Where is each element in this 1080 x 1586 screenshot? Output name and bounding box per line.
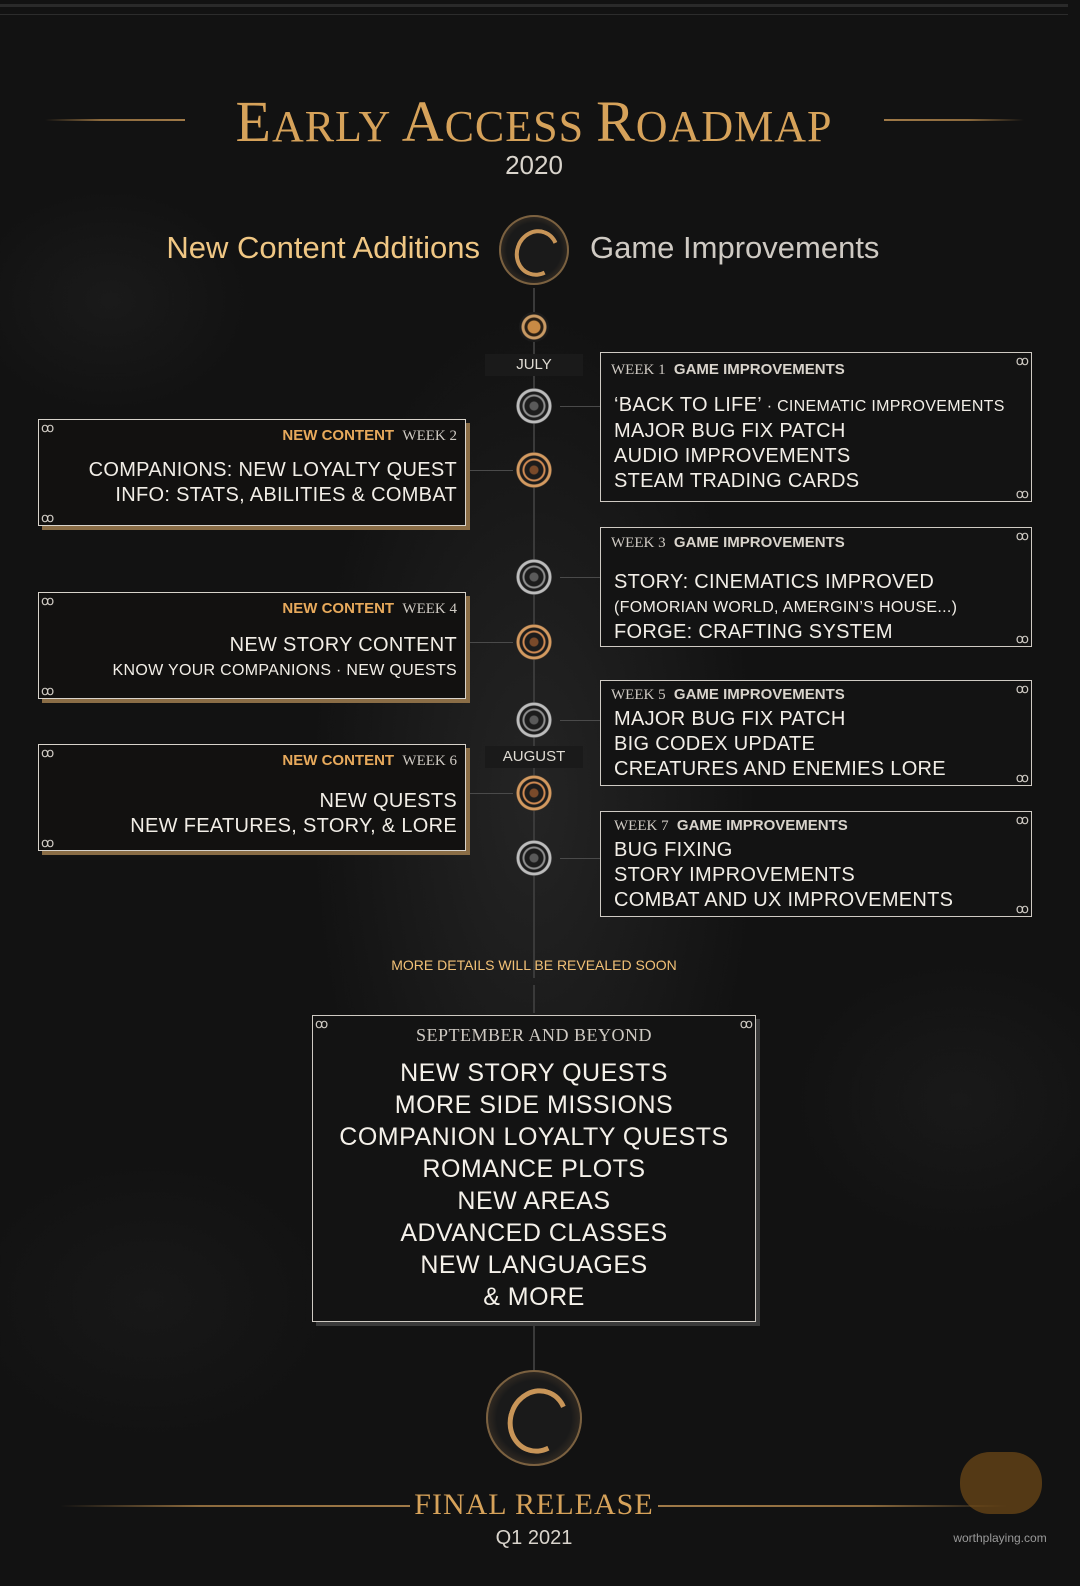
card-line: AUDIO IMPROVEMENTS xyxy=(614,445,851,467)
card-line: FORGE: CRAFTING SYSTEM xyxy=(614,621,893,643)
card-line: BUG FIXING xyxy=(614,839,733,861)
beyond-item: NEW AREAS xyxy=(457,1187,611,1215)
timeline-node-week3 xyxy=(516,559,552,595)
card-line: CREATURES AND ENEMIES LORE xyxy=(614,758,946,780)
card-line: NEW STORY CONTENT xyxy=(229,634,457,656)
new-content-card-week4 xyxy=(38,592,466,699)
ornament-icon: ꝏ xyxy=(1015,770,1029,785)
card-header xyxy=(611,361,845,379)
timeline-line-lower xyxy=(533,985,535,1013)
card-header xyxy=(282,752,457,770)
connector-week6 xyxy=(468,793,513,794)
ornament-icon: ꝏ xyxy=(1015,528,1029,543)
ornament-icon: ꝏ xyxy=(1015,901,1029,916)
improvements-card-week5 xyxy=(600,680,1032,786)
card-line: KNOW YOUR COMPANIONS · NEW QUESTS xyxy=(112,662,457,679)
beyond-item: & MORE xyxy=(483,1283,585,1311)
top-border xyxy=(0,4,1068,7)
ornament-icon: ꝏ xyxy=(41,835,55,850)
ornament-icon: ꝏ xyxy=(1015,353,1029,368)
beyond-item: COMPANION LOYALTY QUESTS xyxy=(339,1123,729,1151)
card-content xyxy=(313,1057,755,1313)
month-label-july: JULY xyxy=(485,354,583,376)
ornament-icon: ꝏ xyxy=(1015,486,1029,501)
card-content xyxy=(614,570,957,645)
watermark-logo xyxy=(960,1452,1042,1514)
card-category: GAME IMPROVEMENTS xyxy=(673,361,845,378)
card-line: NEW FEATURES, STORY, & LORE xyxy=(130,815,457,837)
card-line: ‘BACK TO LIFE’ · CINEMATIC IMPROVEMENTS xyxy=(614,394,1005,416)
improvements-card-week1 xyxy=(600,352,1032,502)
card-line: MAJOR BUG FIX PATCH xyxy=(614,708,846,730)
ornament-icon: ꝏ xyxy=(41,510,55,525)
september-and-beyond-card xyxy=(312,1015,756,1322)
card-week: WEEK 1 xyxy=(611,362,666,378)
beyond-item: NEW LANGUAGES xyxy=(420,1251,648,1279)
card-line: (FOMORIAN WORLD, AMERGIN’S HOUSE...) xyxy=(614,599,958,616)
connector-week4 xyxy=(468,642,513,643)
card-week: WEEK 2 xyxy=(402,428,457,444)
card-week: WEEK 7 xyxy=(614,818,669,834)
final-crescent-emblem-icon xyxy=(486,1370,582,1466)
ornament-icon: ꝏ xyxy=(315,1016,329,1031)
card-content xyxy=(89,458,457,508)
card-header xyxy=(282,600,457,618)
card-content xyxy=(130,789,457,839)
more-details-note: MORE DETAILS WILL BE REVEALED SOON xyxy=(391,957,677,973)
ornament-icon: ꝏ xyxy=(41,683,55,698)
card-line: MAJOR BUG FIX PATCH xyxy=(614,420,846,442)
connector-week2 xyxy=(468,470,513,471)
ornament-icon: ꝏ xyxy=(41,745,55,760)
card-content xyxy=(614,707,946,782)
connector-week7 xyxy=(560,858,600,859)
card-line: STORY IMPROVEMENTS xyxy=(614,864,856,886)
card-title: SEPTEMBER AND BEYOND xyxy=(415,1025,653,1045)
column-header-game-improvements: Game Improvements xyxy=(590,230,880,265)
timeline-node-week2 xyxy=(516,452,552,488)
card-header xyxy=(614,817,848,835)
card-category: NEW CONTENT xyxy=(282,752,395,769)
card-header xyxy=(611,686,845,704)
crescent-emblem-icon xyxy=(499,215,569,285)
new-content-card-week6 xyxy=(38,744,466,851)
final-release-date: Q1 2021 xyxy=(495,1527,573,1549)
beyond-item: NEW STORY QUESTS xyxy=(400,1059,668,1087)
improvements-card-week3 xyxy=(600,527,1032,647)
card-line: STEAM TRADING CARDS xyxy=(614,470,860,492)
timeline-node-week7 xyxy=(516,840,552,876)
watermark-url: worthplaying.com xyxy=(953,1531,1047,1545)
beyond-item: MORE SIDE MISSIONS xyxy=(394,1091,674,1119)
card-line: BIG CODEX UPDATE xyxy=(614,733,816,755)
timeline-node-week6 xyxy=(516,775,552,811)
card-line: NEW QUESTS xyxy=(319,790,457,812)
timeline-line-bottom xyxy=(533,1325,535,1370)
card-week: WEEK 5 xyxy=(611,687,666,703)
improvements-card-week7 xyxy=(600,811,1032,917)
ornament-icon: ꝏ xyxy=(41,420,55,435)
card-week: WEEK 3 xyxy=(611,535,666,551)
card-line: COMPANIONS: NEW LOYALTY QUEST xyxy=(88,459,457,481)
card-line: STORY: CINEMATICS IMPROVED xyxy=(614,571,935,593)
ornament-icon: ꝏ xyxy=(1015,812,1029,827)
timeline-node-week4 xyxy=(516,624,552,660)
connector-week3 xyxy=(560,577,600,578)
beyond-item: ROMANCE PLOTS xyxy=(422,1155,646,1183)
timeline-start-node xyxy=(519,312,549,342)
beyond-item: ADVANCED CLASSES xyxy=(400,1219,668,1247)
card-content xyxy=(614,838,953,913)
timeline-node-week5 xyxy=(516,702,552,738)
card-header xyxy=(611,534,845,552)
ornament-icon: ꝏ xyxy=(41,593,55,608)
column-header-new-content: New Content Additions xyxy=(166,230,480,265)
card-header xyxy=(282,427,457,445)
card-content xyxy=(113,633,457,683)
page-title: EARLY ACCESS ROADMAP xyxy=(235,89,833,154)
card-category: NEW CONTENT xyxy=(282,427,395,444)
card-line: INFO: STATS, ABILITIES & COMBAT xyxy=(115,484,457,506)
new-content-card-week2 xyxy=(38,419,466,526)
card-line: COMBAT AND UX IMPROVEMENTS xyxy=(614,889,954,911)
card-content xyxy=(614,393,1005,494)
card-category: NEW CONTENT xyxy=(282,600,395,617)
connector-week1 xyxy=(560,406,600,407)
card-category: GAME IMPROVEMENTS xyxy=(673,686,845,703)
ornament-icon: ꝏ xyxy=(1015,631,1029,646)
connector-week5 xyxy=(560,720,600,721)
final-release-label: FINAL RELEASE xyxy=(414,1488,654,1521)
card-week: WEEK 6 xyxy=(402,753,457,769)
card-category: GAME IMPROVEMENTS xyxy=(676,817,848,834)
card-category: GAME IMPROVEMENTS xyxy=(673,534,845,551)
ornament-icon: ꝏ xyxy=(739,1016,753,1031)
timeline-node-week1 xyxy=(516,388,552,424)
card-week: WEEK 4 xyxy=(402,601,457,617)
top-border-thin xyxy=(0,14,1068,15)
month-label-august: AUGUST xyxy=(485,746,583,768)
page-year: 2020 xyxy=(505,150,563,180)
ornament-icon: ꝏ xyxy=(1015,681,1029,696)
